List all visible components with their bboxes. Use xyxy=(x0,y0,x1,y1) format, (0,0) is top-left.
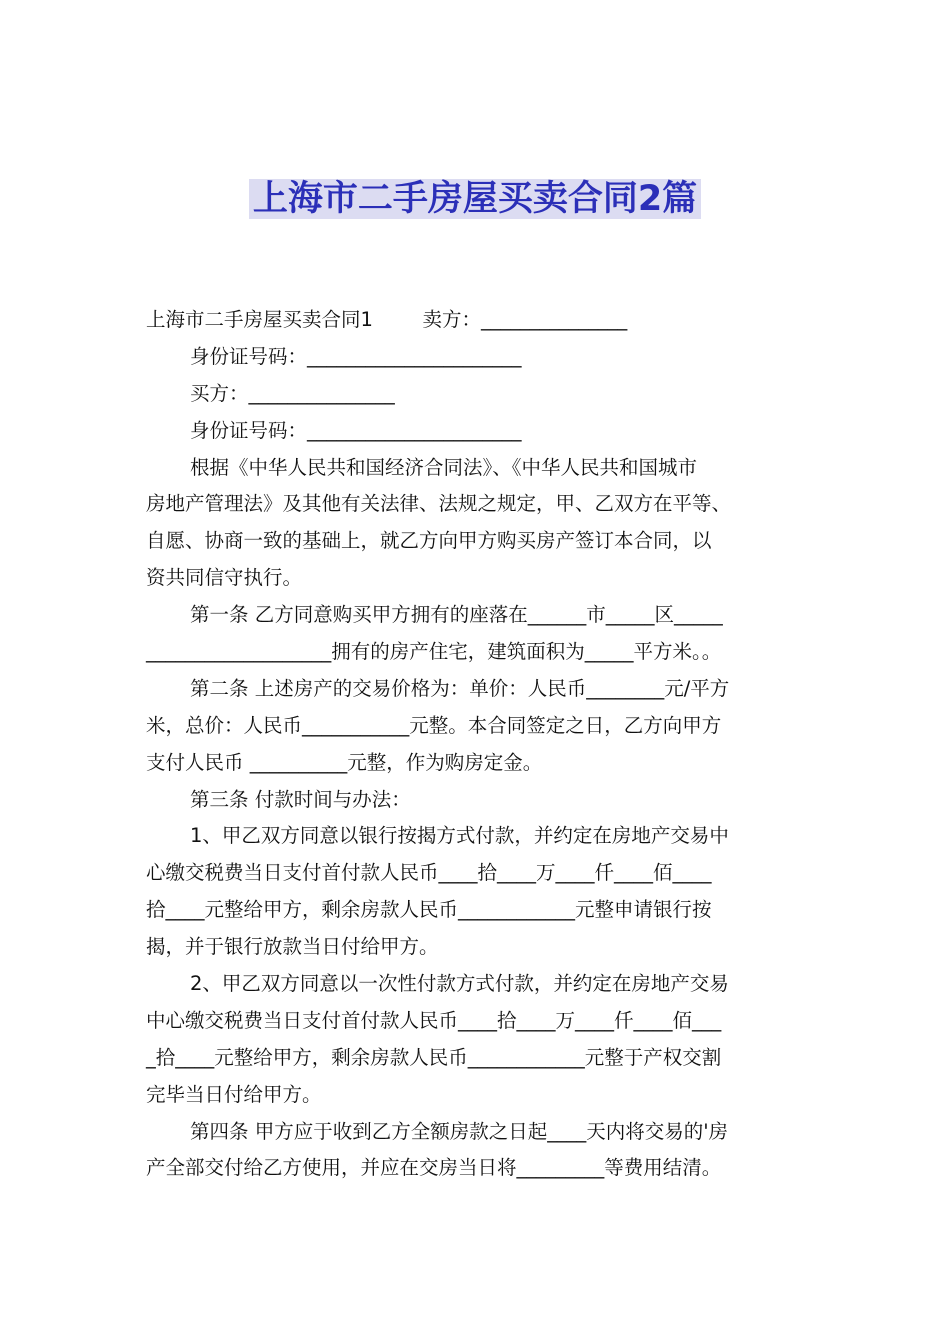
body-line: 完毕当日付给甲方。 xyxy=(146,1082,322,1106)
body-line: 第三条 付款时间与办法： xyxy=(190,787,411,811)
body-line: 第二条 上述房产的交易价格为：单价：人民币________元/平方 xyxy=(190,676,730,700)
body-line: 根据《中华人民共和国经济合同法》、《中华人民共和国城市 xyxy=(190,455,698,479)
body-line: 身份证号码：______________________ xyxy=(190,344,522,368)
body-line: 房地产管理法》及其他有关法律、法规之规定，甲、乙双方在平等、 xyxy=(146,492,732,516)
body-line: 支付人民币 __________元整，作为购房定金。 xyxy=(146,750,543,774)
body-line: 2、甲乙双方同意以一次性付款方式付款，并约定在房地产交易 xyxy=(190,972,729,996)
page-title-text: 上海市二手房屋买卖合同2篇 xyxy=(249,179,701,219)
body-line: 买方：_______________ xyxy=(190,381,395,405)
body-line: 资共同信守执行。 xyxy=(146,566,303,590)
body-line: 第四条 甲方应于收到乙方全额房款之日起____天内将交易的'房 xyxy=(190,1119,729,1143)
body-line: 上海市二手房屋买卖合同1 卖方：_______________ xyxy=(146,308,628,331)
body-line: 1、甲乙双方同意以银行按揭方式付款，并约定在房地产交易中 xyxy=(190,824,729,848)
body-line: _拾____元整给甲方，剩余房款人民币____________元整于产权交割 xyxy=(146,1045,722,1069)
body-line: 心缴交税费当日支付首付款人民币____拾____万____仟____佰____ xyxy=(146,861,712,885)
body-line: ___________________拥有的房产住宅，建筑面积为_____平方米。。 xyxy=(146,640,722,664)
body-line: 自愿、协商一致的基础上，就乙方向甲方购买房产签订本合同，以 xyxy=(146,529,712,553)
body-line: 拾____元整给甲方，剩余房款人民币____________元整申请银行按 xyxy=(146,898,712,922)
body-line: 身份证号码：______________________ xyxy=(190,418,522,442)
body-line: 产全部交付给乙方使用，并应在交房当日将_________等费用结清。 xyxy=(146,1156,722,1180)
body-line: 揭，并于银行放款当日付给甲方。 xyxy=(146,935,439,959)
page-title xyxy=(0,174,950,224)
body-line: 第一条 乙方同意购买甲方拥有的座落在______市_____区_____ xyxy=(190,603,723,627)
body-line: 米，总价：人民币___________元整。本合同签定之日，乙方向甲方 xyxy=(146,713,722,737)
body-line: 中心缴交税费当日支付首付款人民币____拾____万____仟____佰___ xyxy=(146,1008,722,1032)
document-body xyxy=(146,302,814,1187)
